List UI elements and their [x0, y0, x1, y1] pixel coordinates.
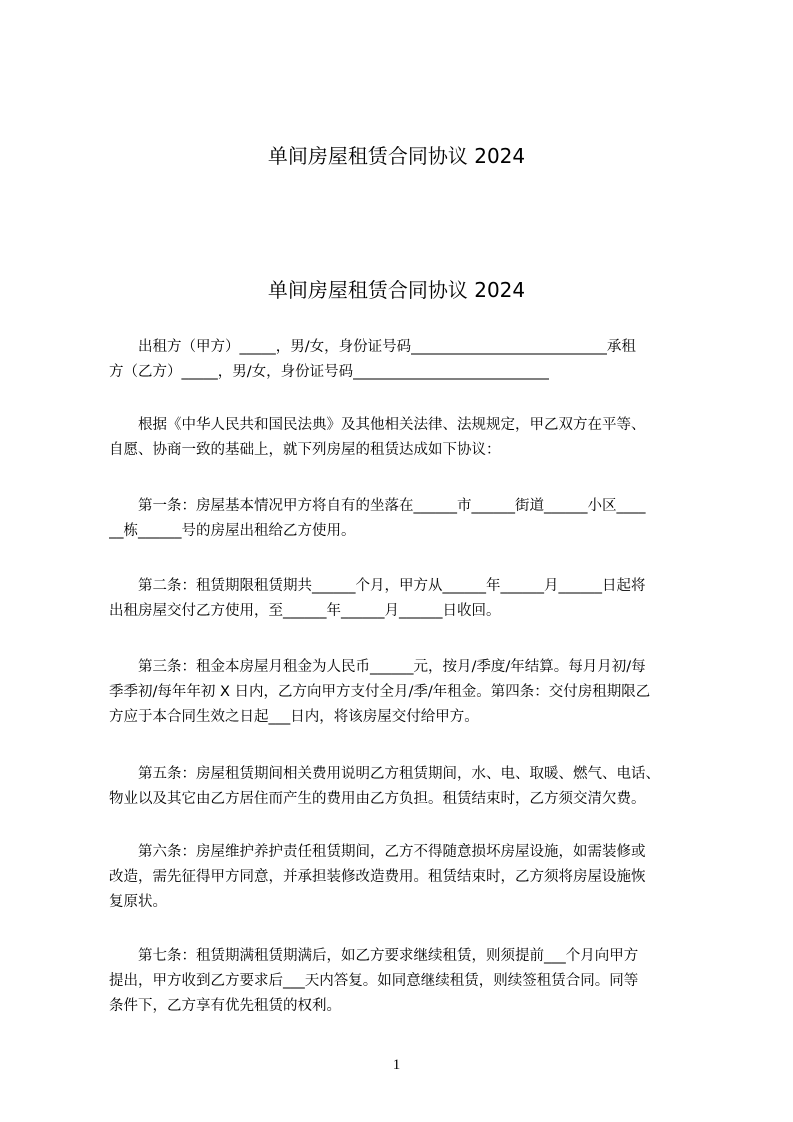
paragraph-article-7: [109, 944, 709, 1019]
paragraph-line: 物业以及其它由乙方居住而产生的费用由乙方负担。租赁结束时，乙方须交清欠费。: [109, 791, 646, 807]
paragraph-article-2: [109, 574, 709, 624]
paragraph-line: 方应于本合同生效之日起___日内，将该房屋交付给甲方。: [109, 709, 479, 725]
paragraph-line: 复原状。: [109, 894, 167, 910]
paragraph-parties: [109, 335, 709, 385]
paragraph-article-3-4: [109, 655, 709, 730]
paragraph-article-6: [109, 840, 709, 915]
paragraph-line: 第七条：租赁期满租赁期满后，如乙方要求继续租赁，则须提前___个月向甲方: [109, 948, 639, 964]
paragraph-line: 方（乙方）_____，男/女，身份证号码___________________________: [109, 364, 549, 380]
page-number: 1: [392, 1057, 401, 1073]
paragraph-line: 第六条：房屋维护养护责任租赁期间，乙方不得随意损坏房屋设施，如需装修或: [109, 844, 646, 860]
paragraph-line: 条件下，乙方享有优先租赁的权利。: [109, 998, 341, 1014]
paragraph-article-5: [109, 762, 709, 812]
main-title: 单间房屋租赁合同协议 2024: [267, 278, 526, 302]
paragraph-line: 自愿、协商一致的基础上，就下列房屋的租赁达成如下协议：: [109, 442, 501, 458]
paragraph-line: 第一条：房屋基本情况甲方将自有的坐落在______市______街道______小区____: [109, 498, 646, 514]
header-title: 单间房屋租赁合同协议 2024: [267, 144, 526, 168]
paragraph-preamble: [109, 413, 709, 463]
paragraph-line: 出租房屋交付乙方使用，至______年______月______日收回。: [109, 603, 501, 619]
paragraph-article-1: [109, 494, 709, 544]
paragraph-line: 第三条：租金本房屋月租金为人民币______元，按月/季度/年结算。每月月初/每: [109, 659, 646, 675]
paragraph-line: 出租方（甲方）_____，男/女，身份证号码___________________________承租: [109, 339, 636, 355]
paragraph-line: 根据《中华人民共和国民法典》及其他相关法律、法规规定，甲乙双方在平等、: [109, 417, 646, 433]
paragraph-line: 季季初/每年年初 X 日内，乙方向甲方支付全月/季/年租金。第四条：交付房租期限乙: [109, 684, 651, 700]
paragraph-line: 改造，需先征得甲方同意，并承担装修改造费用。租赁结束时，乙方须将房屋设施恢: [109, 869, 646, 885]
paragraph-line: 提出，甲方收到乙方要求后___天内答复。如同意继续租赁，则续签租赁合同。同等: [109, 973, 639, 989]
paragraph-line: 第五条：房屋租赁期间相关费用说明乙方租赁期间，水、电、取暖、燃气、电话、: [109, 766, 660, 782]
paragraph-line: __栋______号的房屋出租给乙方使用。: [109, 523, 356, 539]
paragraph-line: 第二条：租赁期限租赁期共______个月，甲方从______年______月______日起将: [109, 578, 646, 594]
